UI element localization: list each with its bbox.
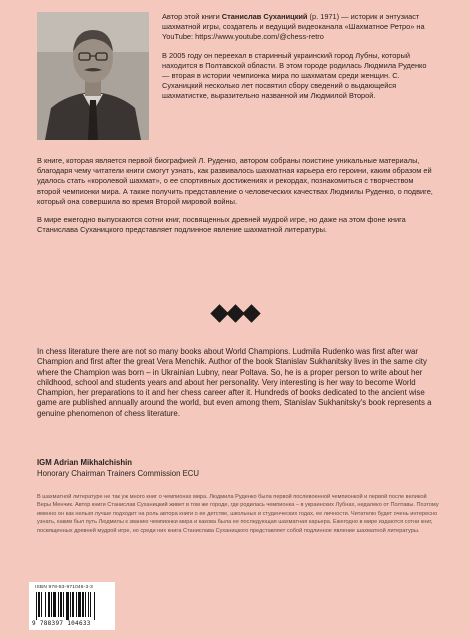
reviewer-signature xyxy=(37,457,441,479)
barcode-bars xyxy=(35,592,111,620)
diamond-divider xyxy=(190,304,280,324)
diamond-icon xyxy=(242,304,260,322)
author-name: Станислав Суханицкий xyxy=(221,12,308,21)
reviewer-name: IGM Adrian Mikhalchishin xyxy=(37,458,133,467)
english-review xyxy=(37,347,441,419)
isbn-label: ISBN 978-83-971046-3-3 xyxy=(35,585,93,590)
english-paragraph: In chess literature there are not so many books about World Champions. Ludmila Rudenko was first after war Champion and first after the great Vera Menchik. Author of the book Stanislav Sukhanitsky lives in the same city where the Champion was born – in Ukrainian Lubny, near Poltava. So, he is a proper person to write about her childhood, school and students years and about her personality. Very interesting is her way to become World Champion, her preparations to it and her chess career after it. Hundreds of books dedicated to the ancient wise game are published annually around the world, but even among them, Stanislav Sukhanitsky's book represents a genuine phenomenon of chess literature. xyxy=(37,347,432,418)
russian-description xyxy=(37,156,437,243)
bio-paragraph-2: В 2005 году он переехал в старинный украинский город Лубны, который находится в Полтавской области. В этом городе родилась Людмила Руденко — вторая в истории чемпионка мира по шахматам среди женщин. С. Суханицкий несколько лет посвятил сбору сведений о выдающейся шахматистке, выразительно названной им Людмилой Второй. xyxy=(162,50,427,101)
barcode xyxy=(29,582,115,630)
ru-paragraph-2: В мире ежегодно выпускаются сотни книг, посвященных древней мудрой игре, но даже на этом фоне книга Станислава Суханицкого представляет подлинное явление шахматной литературы. xyxy=(37,215,406,235)
bio-paragraph-1: Автор этой книги Станислав Суханицкий (р. 1971) — историк и энтузиаст шахматной игры, создатель и ведущий видеоканала «Шахматное Ретро» на YouTube: https://www.youtube.com/@chess-retro xyxy=(162,12,425,42)
barcode-digits: 9 788397 104633 xyxy=(32,620,91,627)
russian-review-translation xyxy=(37,493,441,535)
ru-small-paragraph: В шахматной литературе не так уж много книг о чемпионах мира. Людмила Руденко была первой послевоенной чемпионкой и первой после великой Веры Менчик. Автор книги Станислав Суханицкий живет в том же городе, где родилась чемпионка – в украинских Лубнах, недалеко от Полтавы. Поэтому именно он как нельзя лучше подходит на роль автора книги о ее детстве, школьных и студенческих годах, ее личности. Читателю будет очень интересно узнать, каким был путь Людмилы к званию чемпионки мира и какова была ее последующая шахматная карьера. Ежегодно в мире издаются сотни книг, посвященных древней мудрой игре, но среди них книга Станислава Суханицкого представляет собой подлинное явление шахматной литературы. xyxy=(37,494,439,534)
author-bio xyxy=(162,12,432,110)
author-photo xyxy=(37,12,149,140)
ru-paragraph-1: В книге, которая является первой биографией Л. Руденко, автором собраны поистине уникальные материалы, благодаря чему читатели книги смогут узнать, как развивалось шахматная карьера его героини, каким образом ей удалось стать «королевой шахмат», о ее спортивных достижениях и рекордах, познакомиться с творчеством второй чемпионки мира. А также получить представление о человеческих качествах Людмилы Руденко, о подвиге, который она совершила во время Второй мировой войны. xyxy=(37,156,433,206)
reviewer-title: Honorary Chairman Trainers Commission ECU xyxy=(37,469,200,478)
